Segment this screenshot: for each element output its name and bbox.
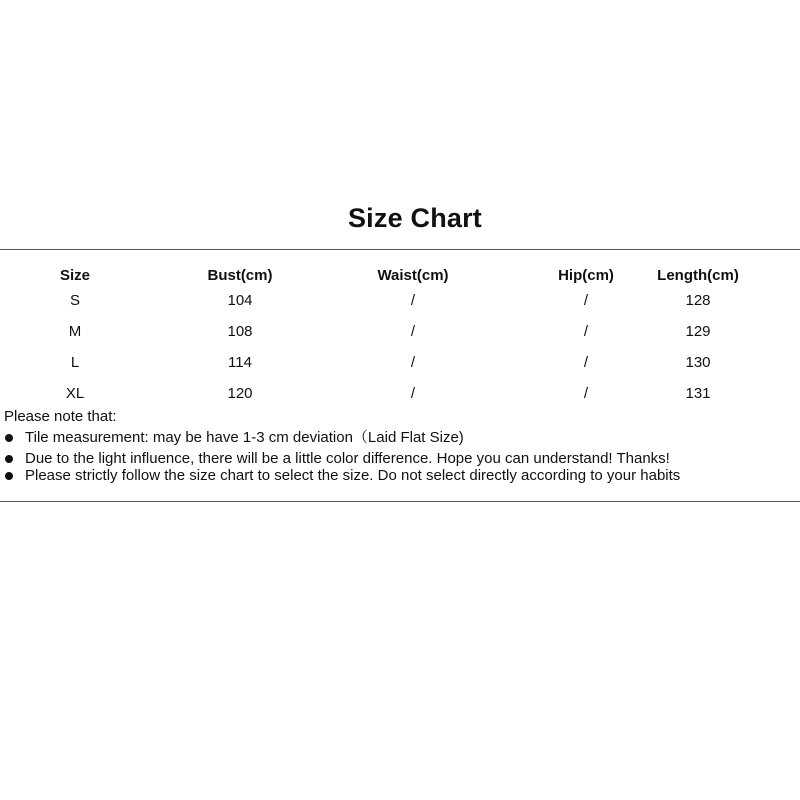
cell-waist: /	[410, 323, 416, 340]
note-item	[5, 450, 670, 468]
cell-size: M	[68, 323, 82, 340]
top-divider	[0, 249, 800, 250]
note-item	[5, 467, 680, 485]
bottom-divider	[0, 501, 800, 502]
cell-bust: 120	[227, 385, 253, 402]
cell-hip: /	[583, 292, 589, 309]
cell-bust: 114	[228, 354, 252, 371]
cell-length: 128	[685, 292, 711, 309]
note-text: Please strictly follow the size chart to select the size. Do not select directly according to your habits	[25, 467, 681, 484]
cell-waist: /	[410, 354, 416, 371]
header-bust: Bust(cm)	[207, 267, 273, 284]
note-text: Due to the light influence, there will be a little color difference. Hope you can understand! Thanks!	[25, 450, 670, 467]
cell-waist: /	[410, 385, 416, 402]
note-text: Tile measurement: may be have 1-3 cm deviation（Laid Flat Size)	[25, 429, 464, 446]
cell-waist: /	[410, 292, 416, 309]
note-item	[5, 429, 464, 447]
cell-hip: /	[583, 385, 589, 402]
cell-hip: /	[583, 354, 589, 371]
cell-size: XL	[65, 385, 85, 402]
bullet-icon	[5, 455, 13, 463]
cell-bust: 108	[227, 323, 253, 340]
notes-heading: Please note that:	[4, 408, 117, 425]
header-hip: Hip(cm)	[558, 267, 614, 284]
cell-length: 129	[685, 323, 711, 340]
header-size: Size	[59, 267, 90, 284]
cell-size: S	[69, 292, 80, 309]
header-length: Length(cm)	[657, 267, 739, 284]
bullet-icon	[5, 434, 13, 442]
cell-size: L	[70, 354, 80, 371]
header-waist: Waist(cm)	[377, 267, 449, 284]
bullet-icon	[5, 472, 13, 480]
page-title: Size Chart	[347, 203, 483, 233]
cell-bust: 104	[227, 292, 253, 309]
cell-length: 131	[685, 385, 711, 402]
cell-length: 130	[685, 354, 711, 371]
cell-hip: /	[583, 323, 589, 340]
